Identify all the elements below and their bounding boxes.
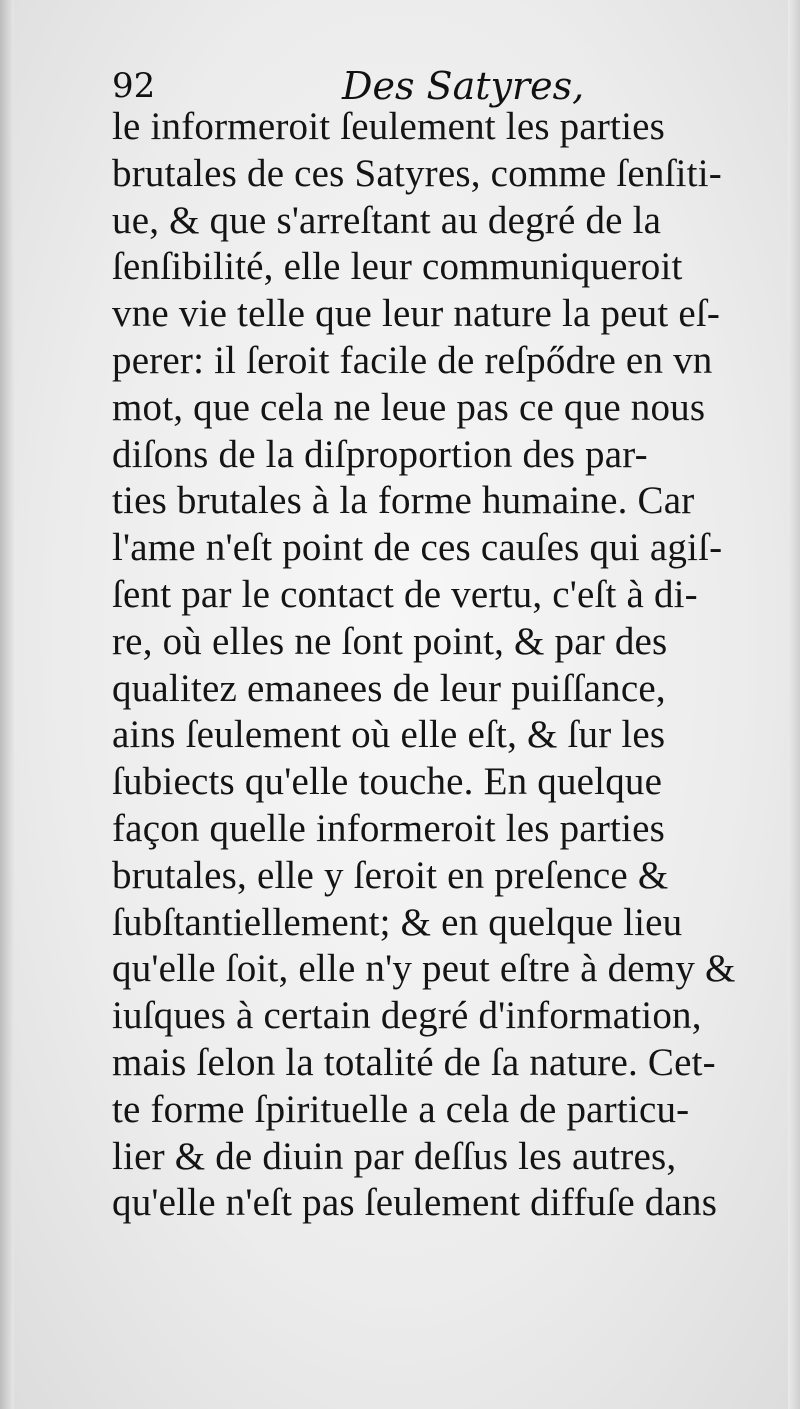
text-line-13: qualitez emanees de leur puiſſance, [112, 666, 666, 710]
text-line-9: ties brutales à la forme humaine. Car [112, 479, 695, 523]
text-line-8: diſons de la diſproportion des par- [112, 432, 648, 476]
text-line-1: le informeroit ſeulement les parties [112, 105, 666, 148]
page-left-edge-shadow [0, 0, 14, 1409]
text-line-12: re, où elles ne ſont point, & par des [112, 619, 668, 663]
text-line-7: mot, que cela ne leue pas ce que nous [112, 385, 706, 429]
text-line-4: ſenſibilité, elle leur communiqueroit [112, 245, 683, 289]
text-line-18: ſubſtantiellement; & en quelque lieu [112, 900, 683, 944]
text-line-23: lier & de diuin par deſſus les autres, [112, 1134, 677, 1178]
body-text [112, 104, 760, 1227]
text-line-6: perer: il ſeroit facile de reſpődre en vn [112, 338, 713, 382]
page-number: 92 [112, 66, 156, 106]
text-line-22: te forme ſpirituelle a cela de particu- [112, 1087, 690, 1131]
text-line-16: façon quelle informeroit les parties [112, 806, 665, 850]
page-right-edge-shadow [788, 0, 800, 1409]
text-line-19: qu'elle ſoit, elle n'y peut eſtre à demy & [112, 947, 736, 991]
text-line-5: vne vie telle que leur nature la peut eſ- [112, 292, 721, 336]
text-line-3: ue, & que s'arreſtant au degré de la [112, 198, 662, 242]
text-line-10: l'ame n'eſt point de ces cauſes qui agiſ- [112, 526, 723, 570]
text-line-24: qu'elle n'eſt pas ſeulement diffuſe dans [112, 1181, 718, 1225]
text-line-15: ſubiects qu'elle touche. En quelque [112, 760, 663, 804]
text-line-20: iuſques à certain degré d'information, [112, 994, 702, 1038]
text-line-14: ains ſeulement où elle eſt, & ſur les [112, 713, 666, 757]
text-line-2: brutales de ces Satyres, comme ſenſiti- [112, 151, 722, 195]
running-head: Des Satyres, [342, 64, 585, 108]
text-line-11: ſent par le contact de vertu, c'eſt à di- [112, 572, 698, 616]
text-line-21: mais ſelon la totalité de ſa nature. Cet- [112, 1040, 716, 1084]
text-line-17: brutales, elle y ſeroit en preſence & [112, 853, 669, 897]
